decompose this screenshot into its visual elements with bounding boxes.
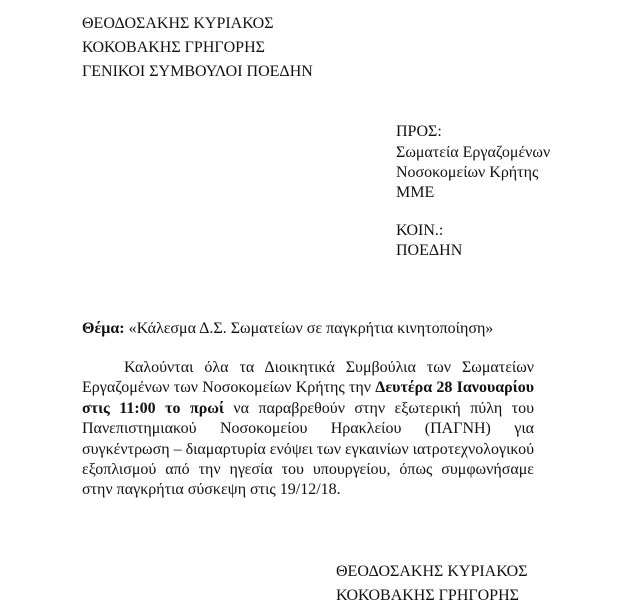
cc-label: ΚΟΙΝ.: [396, 222, 444, 239]
body-date-highlight: Δευτέρα 28 Ιανουαρίου στις 11:00 το πρωί [82, 379, 535, 417]
sender-title: ΓΕΝΙΚΟΙ ΣΥΜΒΟΥΛΟΙ ΠΟΕΔΗΝ [82, 63, 313, 80]
body-paragraph [82, 358, 534, 501]
to-label: ΠΡΟΣ: [396, 123, 442, 140]
to-recipient-3: ΜΜΕ [396, 184, 435, 201]
sender-name-1: ΘΕΟΔΟΣΑΚΗΣ ΚΥΡΙΑΚΟΣ [82, 15, 274, 32]
body-text-part1: Καλούνται όλα τα Διοικητικά Συμβούλια των Σωματείων Εργαζομένων των Νοσοκομείων Κρήτης την [82, 359, 534, 397]
subject-text: «Κάλεσμα Δ.Σ. Σωματείων σε παγκρήτια κινητοποίηση» [124, 320, 494, 337]
signature-name-1: ΘΕΟΔΟΣΑΚΗΣ ΚΥΡΙΑΚΟΣ [336, 563, 528, 580]
signature-name-2: ΚΟΚΟΒΑΚΗΣ ΓΡΗΓΟΡΗΣ [336, 587, 519, 604]
cc-recipient-1: ΠΟΕΔΗΝ [396, 242, 463, 259]
subject-label: Θέμα: [82, 320, 125, 337]
to-recipient-2: Νοσοκομείων Κρήτης [396, 164, 539, 181]
sender-name-2: ΚΟΚΟΒΑΚΗΣ ΓΡΗΓΟΡΗΣ [82, 39, 265, 56]
subject-line [82, 320, 493, 338]
to-recipient-1: Σωματεία Εργαζομένων [396, 144, 551, 161]
body-text-part2: να παραβρεθούν στην εξωτερική πύλη του Πανεπιστημιακού Νοσοκομείου Ηρακλείου (ΠΑΓΝΗ) για συγκέντρωση – διαμαρτυρία ενόψει των εγκαινίων ιατροτεχνολογικού εξοπλισμού από την ηγεσία του υπουργείου, όπως συμφωνήσαμε στην παγκρήτια σύσκεψη στις 19/12/18. [82, 399, 535, 499]
